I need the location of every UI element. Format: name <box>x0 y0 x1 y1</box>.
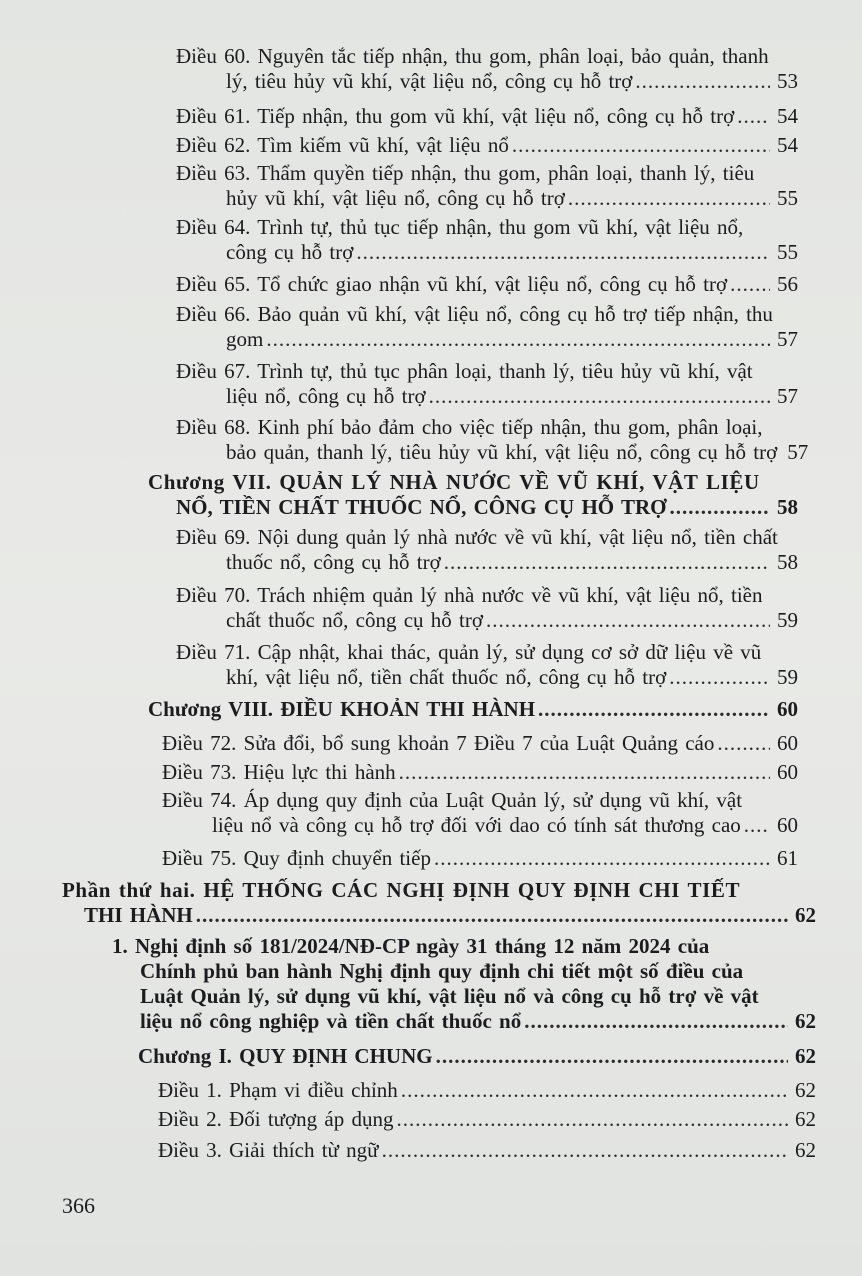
toc-entry-line: lý, tiêu hủy vũ khí, vật liệu nổ, công cụ hỗ trợ <box>226 69 633 93</box>
toc-entry-line: thuốc nổ, công cụ hỗ trợ <box>226 550 441 574</box>
toc-entry-dieu-75[interactable] <box>162 846 798 871</box>
leader-dots <box>399 760 770 785</box>
toc-entry-line: hủy vũ khí, vật liệu nổ, công cụ hỗ trợ <box>226 186 565 210</box>
toc-entry-line: liệu nổ công nghiệp và tiền chất thuốc nổ <box>140 1009 522 1033</box>
toc-entry-line: chất thuốc nổ, công cụ hỗ trợ <box>226 608 483 632</box>
toc-entry-line: THI HÀNH <box>84 903 193 927</box>
toc-page-number: 62 <box>795 1107 816 1131</box>
leader-dots <box>538 697 770 722</box>
leader-dots <box>512 133 770 158</box>
toc-page-number: 54 <box>777 133 798 157</box>
toc-entry-dieu-63[interactable] <box>176 161 798 211</box>
toc-page-number: 57 <box>787 440 809 464</box>
toc-page-number: 57 <box>777 327 798 351</box>
toc-entry-line: Luật Quản lý, sử dụng vũ khí, vật liệu nổ và công cụ hỗ trợ về vật <box>140 984 759 1008</box>
page-number: 366 <box>62 1193 95 1218</box>
toc-page-number: 56 <box>777 272 798 296</box>
toc-page-number: 60 <box>777 760 798 784</box>
leader-dots <box>429 384 770 409</box>
toc-entry-line: Điều 62. Tìm kiếm vũ khí, vật liệu nổ <box>176 133 509 157</box>
toc-entry-line: Điều 63. Thẩm quyền tiếp nhận, thu gom, phân loại, thanh lý, tiêu <box>176 161 755 185</box>
toc-entry-line: Điều 73. Hiệu lực thi hành <box>162 760 396 784</box>
leader-dots <box>730 272 770 297</box>
toc-entry-line: Chương I. QUY ĐỊNH CHUNG <box>138 1044 433 1068</box>
toc-entry-line: khí, vật liệu nổ, tiền chất thuốc nổ, công cụ hỗ trợ <box>226 665 667 689</box>
toc-part-two[interactable] <box>62 878 816 928</box>
toc-entry-line: 1. Nghị định số 181/2024/NĐ-CP ngày 31 tháng 12 năm 2024 của <box>112 934 710 958</box>
toc-entry-line: Điều 64. Trình tự, thủ tục tiếp nhận, thu gom vũ khí, vật liệu nổ, <box>176 215 744 239</box>
leader-dots <box>524 1009 788 1034</box>
leader-dots <box>434 846 770 871</box>
toc-chapter-i[interactable] <box>138 1044 816 1069</box>
toc-page-number: 62 <box>795 1044 816 1068</box>
toc-entry-dieu-71[interactable] <box>176 640 798 690</box>
toc-entry-line: Điều 72. Sửa đổi, bổ sung khoản 7 Điều 7 của Luật Quảng cáo <box>162 731 715 755</box>
toc-entry-line: công cụ hỗ trợ <box>226 240 354 264</box>
toc-page-number: 62 <box>795 903 816 927</box>
leader-dots <box>744 813 770 838</box>
toc-entry-line: Phần thứ hai. HỆ THỐNG CÁC NGHỊ ĐỊNH QUY ĐỊNH CHI TIẾT <box>62 878 741 902</box>
toc-entry-line: Điều 1. Phạm vi điều chỉnh <box>158 1078 398 1102</box>
toc-page-number: 61 <box>777 846 798 870</box>
leader-dots <box>396 1107 788 1132</box>
toc-entry-line: bảo quản, thanh lý, tiêu hủy vũ khí, vật liệu nổ, công cụ hỗ trợ <box>226 440 778 464</box>
toc-page-number: 57 <box>777 384 798 408</box>
toc-page-number: 60 <box>777 731 798 755</box>
leader-dots <box>401 1078 788 1103</box>
toc-page-number: 55 <box>777 240 798 264</box>
toc-entry-dieu-74[interactable] <box>162 788 798 838</box>
toc-decree-181[interactable] <box>112 934 816 1034</box>
toc-entry-dieu-73[interactable] <box>162 760 798 785</box>
toc-entry-line: Chương VIII. ĐIỀU KHOẢN THI HÀNH <box>148 697 536 721</box>
toc-page-number: 62 <box>795 1078 816 1102</box>
toc-entry-dieu-69[interactable] <box>176 525 798 575</box>
toc-entry-dieu-68[interactable] <box>176 415 809 465</box>
toc-entry-dieu-65[interactable] <box>176 272 798 297</box>
toc-entry-dieu-61[interactable] <box>176 104 798 129</box>
leader-dots <box>486 608 770 633</box>
toc-page-number: 58 <box>777 550 798 574</box>
toc-chapter-viii[interactable] <box>148 697 798 722</box>
toc-entry-dieu-70[interactable] <box>176 583 798 633</box>
toc-entry-line: gom <box>226 327 264 351</box>
toc-chapter-vii[interactable] <box>148 470 798 520</box>
toc-page-number: 62 <box>795 1138 816 1162</box>
toc-page-number: 54 <box>777 104 798 128</box>
toc-entry-line: Chương VII. QUẢN LÝ NHÀ NƯỚC VỀ VŨ KHÍ, VẬT LIỆU <box>148 470 760 494</box>
leader-dots <box>436 1044 788 1069</box>
toc-entry-line: Điều 75. Quy định chuyển tiếp <box>162 846 431 870</box>
leader-dots <box>356 240 770 265</box>
leader-dots <box>444 550 770 575</box>
toc-entry-dieu-2[interactable] <box>158 1107 816 1132</box>
toc-entry-dieu-1[interactable] <box>158 1078 816 1103</box>
leader-dots <box>382 1138 788 1163</box>
toc-entry-line: Điều 60. Nguyên tắc tiếp nhận, thu gom, phân loại, bảo quản, thanh <box>176 44 769 68</box>
toc-entry-line: Điều 65. Tổ chức giao nhận vũ khí, vật liệu nổ, công cụ hỗ trợ <box>176 272 728 296</box>
leader-dots <box>669 665 770 690</box>
toc-entry-dieu-67[interactable] <box>176 359 798 409</box>
toc-entry-line: Điều 61. Tiếp nhận, thu gom vũ khí, vật liệu nổ, công cụ hỗ trợ <box>176 104 735 128</box>
leader-dots <box>635 69 770 94</box>
toc-entry-line: Điều 71. Cập nhật, khai thác, quản lý, sử dụng cơ sở dữ liệu về vũ <box>176 640 762 664</box>
toc-entry-line: Điều 74. Áp dụng quy định của Luật Quản lý, sử dụng vũ khí, vật <box>162 788 743 812</box>
toc-entry-line: liệu nổ và công cụ hỗ trợ đối với dao có tính sát thương cao <box>212 813 741 837</box>
toc-entry-line: Điều 68. Kinh phí bảo đảm cho việc tiếp nhận, thu gom, phân loại, <box>176 415 763 439</box>
toc-page-number: 60 <box>777 697 798 721</box>
toc-entry-dieu-60[interactable] <box>176 44 798 94</box>
toc-page-number: 58 <box>777 495 798 519</box>
leader-dots <box>670 495 770 520</box>
toc-entry-line: Điều 67. Trình tự, thủ tục phân loại, thanh lý, tiêu hủy vũ khí, vật <box>176 359 753 383</box>
toc-entry-line: Điều 2. Đối tượng áp dụng <box>158 1107 394 1131</box>
toc-page-number: 55 <box>777 186 798 210</box>
toc-page-number: 59 <box>777 665 798 689</box>
toc-entry-line: Điều 3. Giải thích từ ngữ <box>158 1138 379 1162</box>
toc-entry-dieu-66[interactable] <box>176 302 798 352</box>
toc-page-number: 60 <box>777 813 798 837</box>
toc-entry-line: liệu nổ, công cụ hỗ trợ <box>226 384 426 408</box>
leader-dots <box>568 186 770 211</box>
leader-dots <box>737 104 770 129</box>
toc-entry-line: Điều 66. Bảo quản vũ khí, vật liệu nổ, công cụ hỗ trợ tiếp nhận, thu <box>176 302 773 326</box>
toc-page-number: 62 <box>795 1009 816 1033</box>
toc-entry-line: Chính phủ ban hành Nghị định quy định chi tiết một số điều của <box>140 959 744 983</box>
toc-entry-dieu-64[interactable] <box>176 215 798 265</box>
leader-dots <box>717 731 770 756</box>
toc-entry-dieu-3[interactable] <box>158 1138 816 1163</box>
toc-page-number: 53 <box>777 69 798 93</box>
toc-entry-dieu-72[interactable] <box>162 731 798 756</box>
toc-entry-line: Điều 69. Nội dung quản lý nhà nước về vũ khí, vật liệu nổ, tiền chất <box>176 525 778 549</box>
leader-dots <box>196 903 788 928</box>
leader-dots <box>266 327 770 352</box>
toc-entry-dieu-62[interactable] <box>176 133 798 158</box>
toc-page-number: 59 <box>777 608 798 632</box>
toc-entry-line: NỔ, TIỀN CHẤT THUỐC NỔ, CÔNG CỤ HỖ TRỢ <box>176 495 667 519</box>
toc-entry-line: Điều 70. Trách nhiệm quản lý nhà nước về vũ khí, vật liệu nổ, tiền <box>176 583 763 607</box>
